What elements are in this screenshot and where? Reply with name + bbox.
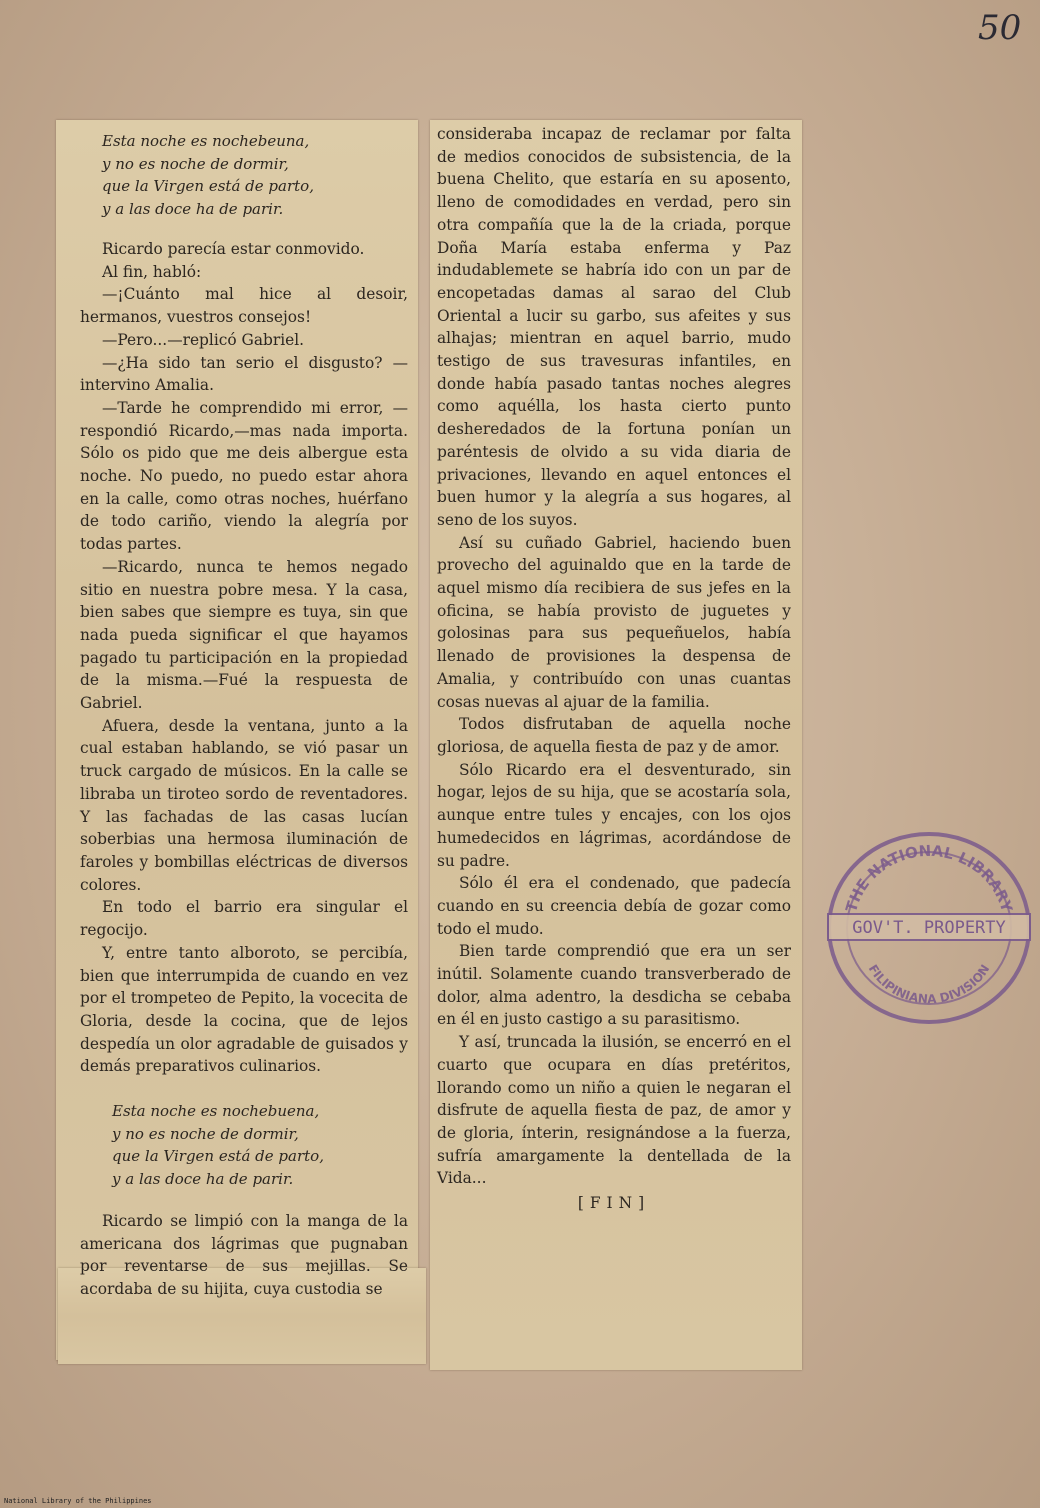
verse-1 [102,130,408,220]
paragraph: —¡Cuánto mal hice al desoir, hermanos, vuestros consejos! [80,285,408,327]
verse-line: y no es noche de dormir, [102,154,289,173]
paragraph: En todo el barrio era singular el regocijo. [80,898,408,940]
right-column [437,123,791,1230]
paragraph: Sólo él era el condenado, que padecía cuando en su creencia debía de gozar como todo el mudo. [437,874,791,938]
paragraph: Y, entre tanto alboroto, se percibía, bien que interrumpida de cuando en vez por el trompeteo de Pepito, la vocecita de Gloria, desde la cocina, que de lejos despedía un olor agradable de guisados y demás preparativos culinarios. [80,943,408,1076]
paragraph: —Pero...—replicó Gabriel. [102,330,305,349]
paragraph: Sólo Ricardo era el desventurado, sin hogar, lejos de su hija, que se acostaría sola, aunque entre tules y encajes, con los ojos humedecidos en lágrimas, acordándose de su padre. [437,760,791,870]
verse-line: Esta noche es nochebuena, [112,1102,320,1121]
stamp-middle-text: GOV'T. PROPERTY [852,918,1006,938]
verse-line: y no es noche de dormir, [112,1124,299,1143]
verse-line: que la Virgen está de parto, [112,1147,324,1166]
page-number: 50 [978,8,1022,48]
stamp-top-textpath: THE NATIONAL LIBRARY [842,841,1016,915]
paragraph: Y así, truncada la ilusión, se encerró en el cuarto que ocupara en días pretéritos, llorando como un niño a quien le negaran el disfrute de aquella fiesta de paz, de amor y de gloria, ínterin, resignándose a la fuerza, sufría amargamente la dentellada de la Vida... [437,1033,791,1188]
paragraph: —Ricardo, nunca te hemos negado sitio en nuestra pobre mesa. Y la casa, bien sabes que siempre es tuya, sin que nada pueda significar el que hayamos pagado tu participación en la propiedad de la misma.—Fué la respuesta de Gabriel. [80,557,408,713]
paragraph: Ricardo parecía estar conmovido. [102,240,365,258]
paragraph: Todos disfrutaban de aquella noche gloriosa, de aquella fiesta de paz y de amor. [437,715,791,756]
footer-credit: National Library of the Philippines [4,1497,152,1505]
verse-2 [112,1100,408,1190]
stamp-bottom-textpath: FILIPINIANA DIVISION [865,962,993,1007]
paragraph: Bien tarde comprendió que era un ser inútil. Solamente cuando transverberado de dolor, alma adentro, la desdicha se cebaba en él en justo castigo a su parasitismo. [437,942,791,1029]
paragraph: Afuera, desde la ventana, junto a la cual estaban hablando, se vió pasar un truck cargado de músicos. En la calle se libraba un tiroteo sordo de reventadores. Y las fachadas de las casas lucían soberbias una hermosa iluminación de faroles y bombillas eléctricas de diversos colores. [80,716,408,894]
library-stamp [826,830,1032,1026]
left-column [80,130,408,1301]
verse-line: Esta noche es nochebeuna, [102,132,310,150]
paragraph: —Tarde he comprendido mi error, —respondió Ricardo,—mas nada importa. Sólo os pido que me deis albergue esta noche. No puedo, no puedo estar ahora en la calle, como otras noches, huérfano de todo cariño, viendo la alegría por todas partes. [80,398,408,554]
fin-marker: [FIN] [577,1194,651,1213]
paragraph: Al fin, habló: [102,262,202,281]
verse-line: y a las doce ha de parir. [102,199,284,218]
paragraph: —¿Ha sido tan serio el disgusto? —intervino Amalia. [80,353,408,395]
stamp-bottom-text [866,962,993,1006]
paragraph: Así su cuñado Gabriel, haciendo buen provecho del aguinaldo que en la tarde de aquel mismo día recibiera de sus jefes en la oficina, se había provisto de juguetes y golosinas para sus pequeñuelos, había llenado de provisiones la despensa de Amalia, y contribuído con unas cuantas cosas nuevas al ajuar de la familia. [437,533,791,711]
verse-line: y a las doce ha de parir. [112,1169,294,1188]
paragraph: Ricardo se limpió con la manga de la americana dos lágrimas que pugnaban por reventarse de sus mejillas. Se acordaba de su hijita, cuya custodia se [80,1212,408,1299]
paragraph: consideraba incapaz de reclamar por falta de medios conocidos de subsistencia, de la buena Chelito, que estaría en su aposento, lleno de comodidades en verdad, pero sin otra compañía que la de la criada, porque Doña María estaba enferma y Paz indudablemete se habría ido con un par de encopetadas damas al sarao del Club Oriental a lucir su garbo, sus afeites y sus alhajas; mientran en aquel barrio, mudo testigo de sus travesuras infantiles, en donde había pasado tantas noches alegres como aquélla, los hasta cierto punto desheredados de la fortuna ponían un paréntesis de olvido a su vida diaria de privaciones, llevando en aquel entonces el buen humor y la alegría a sus hogares, al seno de los suyos. [437,125,791,529]
verse-line: que la Virgen está de parto, [102,177,314,195]
